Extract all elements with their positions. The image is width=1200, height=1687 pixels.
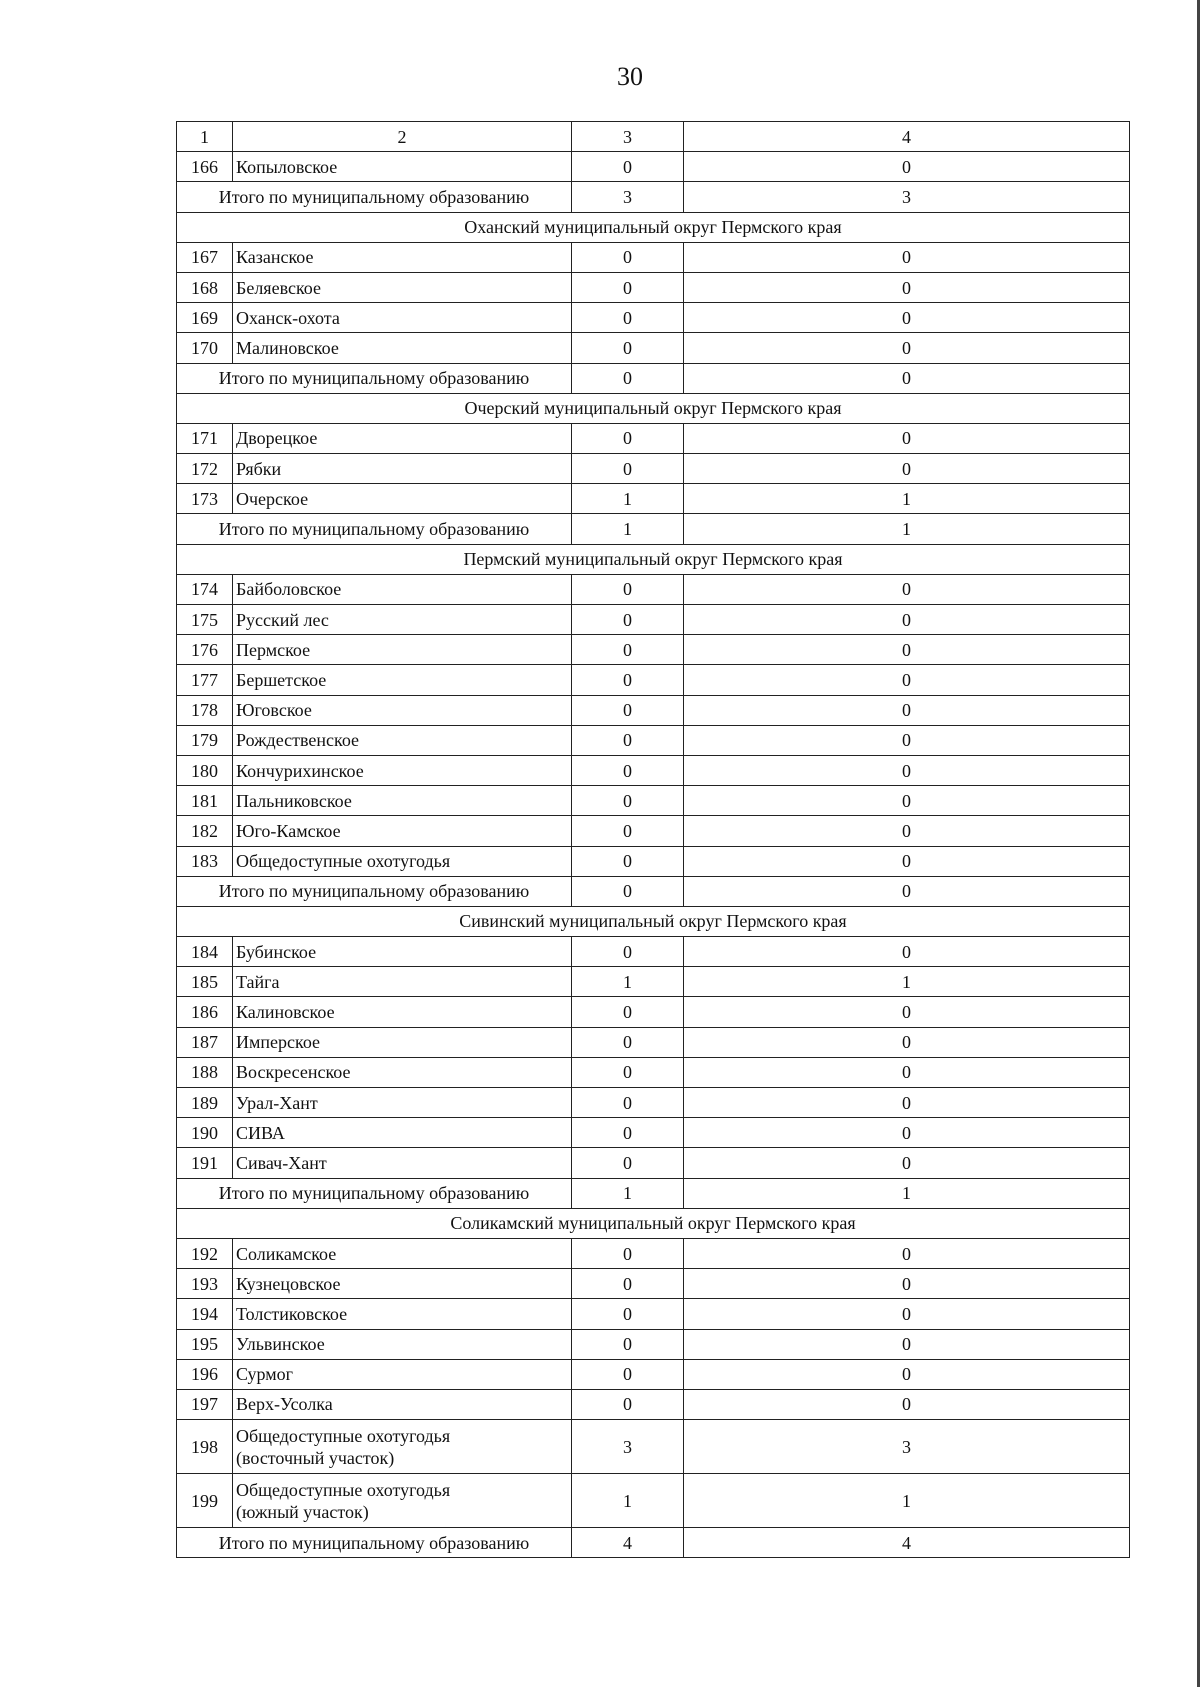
area-name: Общедоступные охотугодья	[236, 851, 451, 872]
value-col-4: 0	[684, 725, 1130, 755]
area-name-cell	[233, 272, 572, 302]
table-row	[177, 1148, 1130, 1178]
section-title: Пермский муниципальный округ Пермского края	[177, 544, 1130, 574]
area-name: Пермское	[236, 639, 311, 660]
table-row	[177, 1238, 1130, 1268]
area-name-cell	[233, 725, 572, 755]
area-name-cell	[233, 1148, 572, 1178]
area-name: Соликамское	[236, 1243, 337, 1264]
row-number: 179	[177, 725, 233, 755]
table-row	[177, 1269, 1130, 1299]
area-name: СИВА	[236, 1122, 285, 1143]
value-col-4: 0	[684, 695, 1130, 725]
table-row	[177, 454, 1130, 484]
row-number: 198	[177, 1420, 233, 1474]
row-number: 180	[177, 755, 233, 785]
row-number: 199	[177, 1474, 233, 1528]
area-name-cell	[233, 1389, 572, 1419]
value-col-4: 0	[684, 1027, 1130, 1057]
value-col-4: 0	[684, 665, 1130, 695]
value-col-4: 0	[684, 1088, 1130, 1118]
area-name-cell	[233, 605, 572, 635]
area-name-cell	[233, 454, 572, 484]
area-name-cell	[233, 1474, 572, 1528]
row-number: 182	[177, 816, 233, 846]
area-name: Кузнецовское	[236, 1273, 341, 1294]
value-col-4: 0	[684, 454, 1130, 484]
value-col-3: 0	[572, 816, 684, 846]
total-label: Итого по муниципальному образованию	[177, 363, 572, 393]
header-cell-3: 3	[572, 122, 684, 152]
area-name: Пальниковское	[236, 790, 352, 811]
row-number: 173	[177, 484, 233, 514]
total-value-4: 4	[684, 1528, 1130, 1558]
value-col-3: 0	[572, 1329, 684, 1359]
header-cell-2: 2	[233, 122, 572, 152]
value-col-3: 0	[572, 454, 684, 484]
value-col-4: 0	[684, 272, 1130, 302]
total-label: Итого по муниципальному образованию	[177, 1528, 572, 1558]
value-col-3: 0	[572, 1148, 684, 1178]
area-name-cell	[233, 242, 572, 272]
area-name: Русский лес	[236, 609, 329, 630]
value-col-3: 0	[572, 1299, 684, 1329]
area-name: Общедоступные охотугодья	[236, 1425, 451, 1446]
area-name-cell	[233, 484, 572, 514]
row-number: 183	[177, 846, 233, 876]
area-name-cell	[233, 1359, 572, 1389]
value-col-4: 0	[684, 755, 1130, 785]
value-col-3: 0	[572, 725, 684, 755]
value-col-4: 0	[684, 1118, 1130, 1148]
area-name-cell	[233, 1269, 572, 1299]
row-number: 197	[177, 1389, 233, 1419]
table-row	[177, 1359, 1130, 1389]
area-name: Верх-Усолка	[236, 1394, 333, 1415]
total-label: Итого по муниципальному образованию	[177, 876, 572, 906]
table-row	[177, 725, 1130, 755]
row-number: 174	[177, 574, 233, 604]
total-row	[177, 1528, 1130, 1558]
value-col-4: 0	[684, 1299, 1130, 1329]
area-name: Кончурихинское	[236, 760, 364, 781]
value-col-4: 1	[684, 1474, 1130, 1528]
area-name-cell	[233, 755, 572, 785]
row-number: 167	[177, 242, 233, 272]
value-col-4: 0	[684, 1238, 1130, 1268]
table-row	[177, 846, 1130, 876]
area-name-cell	[233, 635, 572, 665]
table-row	[177, 303, 1130, 333]
area-name-cell	[233, 695, 572, 725]
area-name: Воскресенское	[236, 1062, 351, 1083]
value-col-4: 3	[684, 1420, 1130, 1474]
value-col-3: 1	[572, 1474, 684, 1528]
value-col-4: 0	[684, 152, 1130, 182]
area-name: Юговское	[236, 700, 312, 721]
value-col-3: 0	[572, 152, 684, 182]
section-title-row	[177, 544, 1130, 574]
area-name-cell	[233, 846, 572, 876]
area-name: Байболовское	[236, 579, 342, 600]
area-name-cell	[233, 786, 572, 816]
value-col-4: 0	[684, 997, 1130, 1027]
table-row	[177, 1027, 1130, 1057]
row-number: 168	[177, 272, 233, 302]
value-col-4: 0	[684, 1329, 1130, 1359]
area-name-cell	[233, 1118, 572, 1148]
value-col-3: 0	[572, 303, 684, 333]
table-body	[177, 122, 1130, 1558]
table-row	[177, 152, 1130, 182]
value-col-3: 0	[572, 333, 684, 363]
value-col-3: 0	[572, 846, 684, 876]
area-name-cell	[233, 303, 572, 333]
row-number: 194	[177, 1299, 233, 1329]
value-col-4: 0	[684, 242, 1130, 272]
area-name: Калиновское	[236, 1002, 335, 1023]
value-col-3: 1	[572, 484, 684, 514]
value-col-3: 0	[572, 1088, 684, 1118]
value-col-3: 0	[572, 1389, 684, 1419]
area-name: Сивач-Хант	[236, 1152, 327, 1173]
total-value-4: 0	[684, 876, 1130, 906]
area-name-cell	[233, 937, 572, 967]
area-name-cell	[233, 1299, 572, 1329]
value-col-3: 0	[572, 605, 684, 635]
table-row	[177, 967, 1130, 997]
area-name: Юго-Камское	[236, 820, 341, 841]
table-row	[177, 1057, 1130, 1087]
row-number: 184	[177, 937, 233, 967]
value-col-4: 0	[684, 816, 1130, 846]
section-title-row	[177, 1208, 1130, 1238]
area-name: Бубинское	[236, 941, 317, 962]
value-col-3: 0	[572, 1269, 684, 1299]
value-col-3: 0	[572, 1238, 684, 1268]
table-row	[177, 423, 1130, 453]
total-value-3: 0	[572, 363, 684, 393]
section-title: Оханский муниципальный округ Пермского края	[177, 212, 1130, 242]
value-col-3: 0	[572, 997, 684, 1027]
area-name: Толстиковское	[236, 1303, 348, 1324]
row-number: 178	[177, 695, 233, 725]
table-row	[177, 786, 1130, 816]
value-col-3: 0	[572, 574, 684, 604]
value-col-3: 0	[572, 937, 684, 967]
area-name-cell	[233, 1238, 572, 1268]
area-name-cell	[233, 997, 572, 1027]
value-col-3: 0	[572, 695, 684, 725]
area-name-cell	[233, 967, 572, 997]
row-number: 192	[177, 1238, 233, 1268]
value-col-3: 3	[572, 1420, 684, 1474]
row-number: 166	[177, 152, 233, 182]
value-col-3: 0	[572, 1057, 684, 1087]
area-name-cell	[233, 1057, 572, 1087]
area-name: Бершетское	[236, 669, 327, 690]
row-number: 195	[177, 1329, 233, 1359]
header-cell-4: 4	[684, 122, 1130, 152]
value-col-4: 0	[684, 635, 1130, 665]
total-value-3: 3	[572, 182, 684, 212]
total-value-4: 1	[684, 1178, 1130, 1208]
row-number: 177	[177, 665, 233, 695]
value-col-3: 0	[572, 242, 684, 272]
section-title: Сивинский муниципальный округ Пермского края	[177, 906, 1130, 936]
total-value-4: 3	[684, 182, 1130, 212]
value-col-3: 0	[572, 1359, 684, 1389]
value-col-4: 0	[684, 1359, 1130, 1389]
area-name-cell	[233, 1420, 572, 1474]
area-name-cell	[233, 574, 572, 604]
row-number: 172	[177, 454, 233, 484]
table-row	[177, 333, 1130, 363]
header-row	[177, 122, 1130, 152]
area-name: Ульвинское	[236, 1334, 325, 1355]
value-col-3: 0	[572, 272, 684, 302]
area-name-cell	[233, 423, 572, 453]
table-row	[177, 1118, 1130, 1148]
area-name: Сурмог	[236, 1364, 294, 1385]
row-number: 193	[177, 1269, 233, 1299]
area-name-cell	[233, 1027, 572, 1057]
total-row	[177, 514, 1130, 544]
area-name: Беляевское	[236, 277, 321, 298]
value-col-3: 0	[572, 786, 684, 816]
total-label: Итого по муниципальному образованию	[177, 1178, 572, 1208]
table-row	[177, 272, 1130, 302]
value-col-4: 0	[684, 1269, 1130, 1299]
data-table	[176, 121, 1130, 1558]
area-name: Рябки	[236, 458, 282, 479]
value-col-4: 1	[684, 484, 1130, 514]
row-number: 176	[177, 635, 233, 665]
row-number: 196	[177, 1359, 233, 1389]
table-row	[177, 1420, 1130, 1474]
value-col-3: 0	[572, 1118, 684, 1148]
table-row	[177, 755, 1130, 785]
area-name: Имперское	[236, 1032, 321, 1053]
area-name: Оханск-охота	[236, 307, 340, 328]
area-name-cell	[233, 816, 572, 846]
section-title: Соликамский муниципальный округ Пермского края	[177, 1208, 1130, 1238]
section-title: Очерский муниципальный округ Пермского края	[177, 393, 1130, 423]
table-row	[177, 1474, 1130, 1528]
table-row	[177, 635, 1130, 665]
value-col-3: 0	[572, 423, 684, 453]
section-title-row	[177, 212, 1130, 242]
table-row	[177, 997, 1130, 1027]
value-col-4: 0	[684, 846, 1130, 876]
area-name-cell	[233, 1329, 572, 1359]
value-col-4: 0	[684, 1389, 1130, 1419]
area-name: Рождественское	[236, 730, 360, 751]
total-value-3: 1	[572, 1178, 684, 1208]
row-number: 186	[177, 997, 233, 1027]
table-row	[177, 242, 1130, 272]
area-name: Общедоступные охотугодья	[236, 1479, 451, 1500]
table-row	[177, 1329, 1130, 1359]
value-col-4: 0	[684, 303, 1130, 333]
section-title-row	[177, 906, 1130, 936]
page-number: 30	[617, 62, 643, 91]
area-name: Тайга	[236, 971, 280, 992]
area-name: Казанское	[236, 247, 314, 268]
value-col-3: 0	[572, 1027, 684, 1057]
row-number: 185	[177, 967, 233, 997]
value-col-4: 0	[684, 786, 1130, 816]
total-row	[177, 363, 1130, 393]
value-col-4: 0	[684, 423, 1130, 453]
row-number: 189	[177, 1088, 233, 1118]
value-col-3: 0	[572, 755, 684, 785]
total-value-3: 1	[572, 514, 684, 544]
total-row	[177, 182, 1130, 212]
total-value-3: 4	[572, 1528, 684, 1558]
table-row	[177, 937, 1130, 967]
table-row	[177, 1088, 1130, 1118]
value-col-4: 0	[684, 333, 1130, 363]
total-label: Итого по муниципальному образованию	[177, 514, 572, 544]
row-number: 188	[177, 1057, 233, 1087]
table-row	[177, 665, 1130, 695]
table-row	[177, 1299, 1130, 1329]
table-row	[177, 1389, 1130, 1419]
table-row	[177, 484, 1130, 514]
total-row	[177, 876, 1130, 906]
area-name: Очерское	[236, 488, 309, 509]
row-number: 187	[177, 1027, 233, 1057]
value-col-3: 0	[572, 635, 684, 665]
value-col-4: 0	[684, 1057, 1130, 1087]
table-row	[177, 695, 1130, 725]
total-label: Итого по муниципальному образованию	[177, 182, 572, 212]
value-col-4: 0	[684, 1148, 1130, 1178]
row-number: 171	[177, 423, 233, 453]
total-value-3: 0	[572, 876, 684, 906]
area-name-line2: (восточный участок)	[236, 1447, 395, 1468]
area-name-cell	[233, 333, 572, 363]
area-name-line2: (южный участок)	[236, 1501, 369, 1522]
value-col-4: 0	[684, 574, 1130, 604]
area-name: Малиновское	[236, 337, 339, 358]
area-name: Копыловское	[236, 156, 338, 177]
value-col-4: 0	[684, 937, 1130, 967]
area-name: Урал-Хант	[236, 1092, 318, 1113]
value-col-3: 1	[572, 967, 684, 997]
section-title-row	[177, 393, 1130, 423]
area-name: Дворецкое	[236, 428, 318, 449]
row-number: 169	[177, 303, 233, 333]
value-col-4: 0	[684, 605, 1130, 635]
total-row	[177, 1178, 1130, 1208]
row-number: 170	[177, 333, 233, 363]
value-col-3: 0	[572, 665, 684, 695]
row-number: 175	[177, 605, 233, 635]
table-row	[177, 816, 1130, 846]
total-value-4: 0	[684, 363, 1130, 393]
row-number: 191	[177, 1148, 233, 1178]
table-row	[177, 574, 1130, 604]
area-name-cell	[233, 1088, 572, 1118]
row-number: 181	[177, 786, 233, 816]
table-row	[177, 605, 1130, 635]
total-value-4: 1	[684, 514, 1130, 544]
header-cell-1: 1	[177, 122, 233, 152]
value-col-4: 1	[684, 967, 1130, 997]
area-name-cell	[233, 665, 572, 695]
area-name-cell	[233, 152, 572, 182]
row-number: 190	[177, 1118, 233, 1148]
